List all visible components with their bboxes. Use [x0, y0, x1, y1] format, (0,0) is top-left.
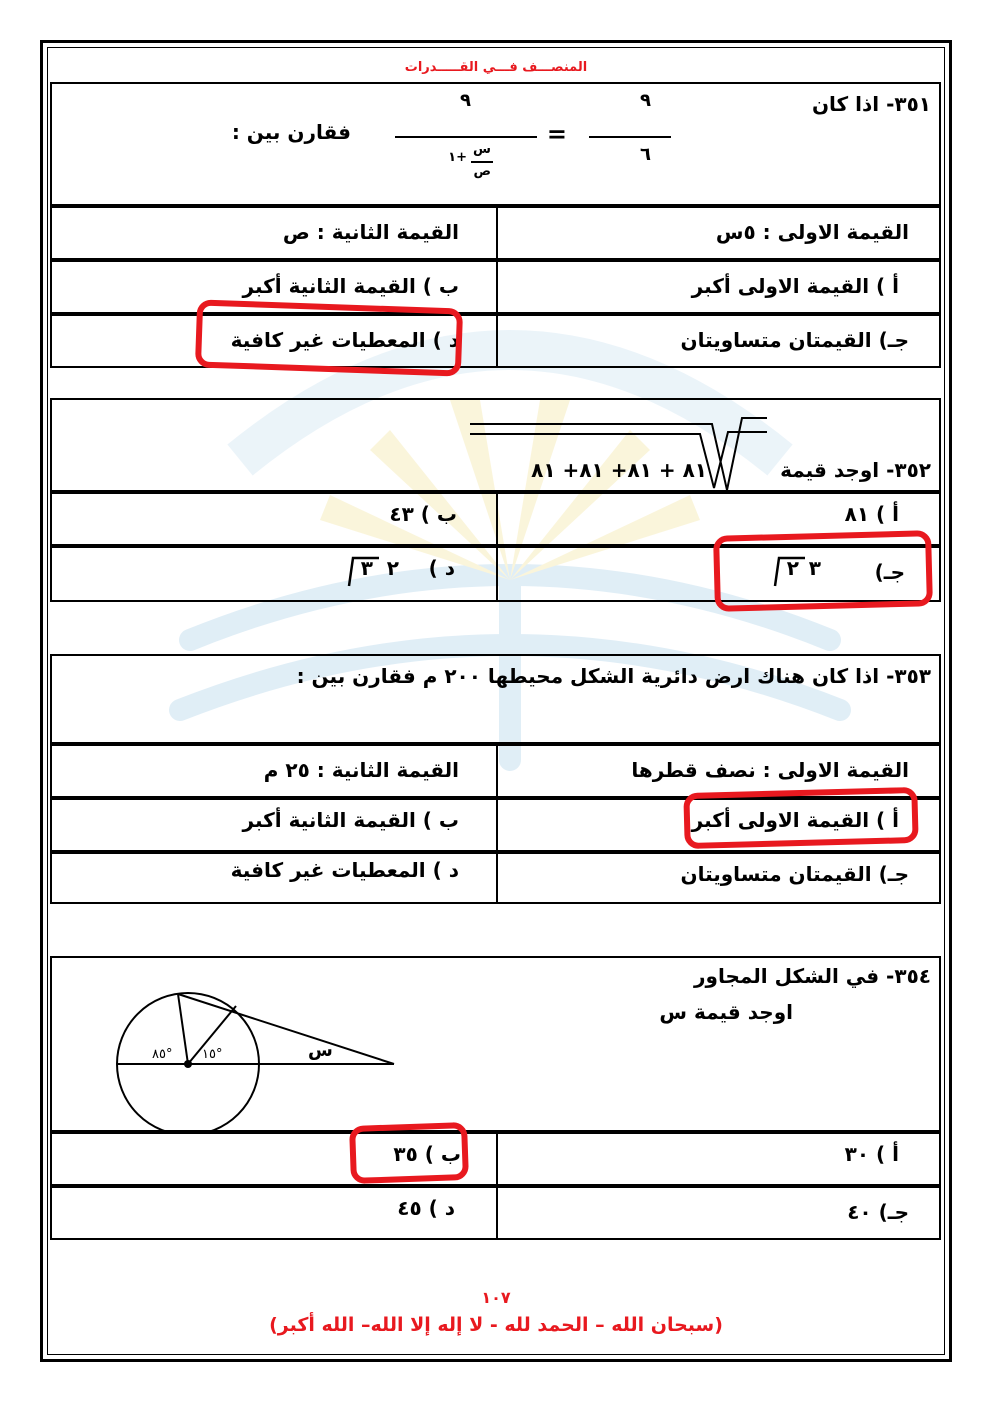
- page-number: ١٠٧: [481, 1288, 511, 1307]
- q354-angle-85-label: ٨٥°: [152, 1047, 173, 1062]
- q354-answer-highlight: [349, 1122, 469, 1184]
- q351-stem: ٣٥١- اذا كان: [811, 92, 931, 116]
- q354-option-b[interactable]: ب ) ٣٥: [393, 1142, 461, 1166]
- q352-option-c-coefficient: ٣: [808, 556, 821, 580]
- q351-value2: القيمة الثانية : ص: [282, 220, 459, 244]
- q353-option-c[interactable]: جـ) القيمتان متساويتان: [680, 862, 909, 886]
- q351-answer-highlight: [195, 299, 463, 376]
- q354-x-label: س: [308, 1040, 333, 1061]
- q353-value1: القيمة الاولى : نصف قطرها: [631, 758, 909, 782]
- q351-options-row2: [50, 314, 941, 368]
- q353-option-a[interactable]: أ ) القيمة الاولى أكبر: [691, 808, 899, 832]
- q354-stem-box: [50, 956, 941, 1132]
- q352-answer-highlight: [713, 530, 933, 612]
- q351-frac2-small-den: ص: [473, 164, 491, 179]
- q353-value2: القيمة الثانية : ٢٥ م: [263, 758, 459, 782]
- q351-compare: فقارن بين :: [231, 120, 351, 144]
- q352-option-c-label[interactable]: جـ): [874, 560, 905, 584]
- q352-option-a[interactable]: أ ) ٨١: [844, 502, 899, 526]
- q351-frac2-num: ٩: [460, 90, 471, 111]
- q352-option-c-radicand: ٢: [786, 556, 799, 580]
- q352-option-d-coefficient: ٢: [386, 556, 399, 580]
- q351-equals: =: [546, 120, 567, 148]
- q351-option-b[interactable]: ب ) القيمة الثانية أكبر: [242, 274, 459, 298]
- q351-options-row1: [50, 260, 941, 314]
- q353-answer-highlight: [683, 787, 918, 849]
- q353-options-row2: [50, 852, 941, 904]
- q351-option-a[interactable]: أ ) القيمة الاولى أكبر: [691, 274, 899, 298]
- q351-option-d[interactable]: د ) المعطيات غير كافية: [230, 328, 459, 352]
- q352-option-b[interactable]: ب ) ٤٣: [389, 502, 457, 526]
- header-title: المنصـــف فـــي القـــــدرات: [404, 60, 588, 75]
- q352-option-d-radicand: ٣: [360, 556, 373, 580]
- q351-frac1-den: ٦: [640, 144, 651, 165]
- q351-frac1-bar: [589, 136, 671, 138]
- q351-frac2-small-num: س: [473, 142, 491, 157]
- q351-frac2-bar: [395, 136, 537, 138]
- q354-circle-figure: [112, 984, 402, 1134]
- q354-options-row2: [50, 1186, 941, 1240]
- q352-option-d-label[interactable]: د ): [428, 556, 455, 580]
- q351-frac2-plus: +١: [448, 150, 467, 165]
- q352-expression: ٨١ + ٨١+ ٨١+ ٨١: [531, 458, 707, 482]
- q353-stem: ٣٥٣- اذا كان هناك ارض دائرية الشكل محيطها ٢٠٠ م فقارن بين :: [296, 664, 931, 688]
- q351-values-row: [50, 206, 941, 260]
- q352-radical-sign: [462, 410, 772, 500]
- q352-stem: ٣٥٢- اوجد قيمة: [780, 458, 931, 482]
- q353-option-b[interactable]: ب ) القيمة الثانية أكبر: [242, 808, 459, 832]
- q354-stem-line2: اوجد قيمة س: [659, 1000, 793, 1024]
- q352-stem-box: [50, 398, 941, 492]
- q351-value1: القيمة الاولى : ٥س: [715, 220, 909, 244]
- q354-angle-15-label: ١٥°: [202, 1047, 223, 1062]
- q351-frac2-small-bar: [471, 161, 493, 163]
- q354-option-d[interactable]: د ) ٤٥: [397, 1196, 455, 1220]
- q353-option-d[interactable]: د ) المعطيات غير كافية: [230, 858, 459, 882]
- q353-stem-box: [50, 654, 941, 744]
- footer-dhikr: (سبحان الله – الحمد لله - لا إله إلا الله– الله أكبر): [269, 1314, 723, 1336]
- q354-stem-line1: ٣٥٤- في الشكل المجاور: [694, 964, 931, 988]
- q354-option-a[interactable]: أ ) ٣٠: [844, 1142, 899, 1166]
- q354-option-c[interactable]: جـ) ٤٠: [847, 1200, 909, 1224]
- q351-option-c[interactable]: جـ) القيمتان متساويتان: [680, 328, 909, 352]
- q354-options-row1: [50, 1132, 941, 1186]
- q351-stem-box: [50, 82, 941, 206]
- q351-frac1-num: ٩: [640, 90, 651, 111]
